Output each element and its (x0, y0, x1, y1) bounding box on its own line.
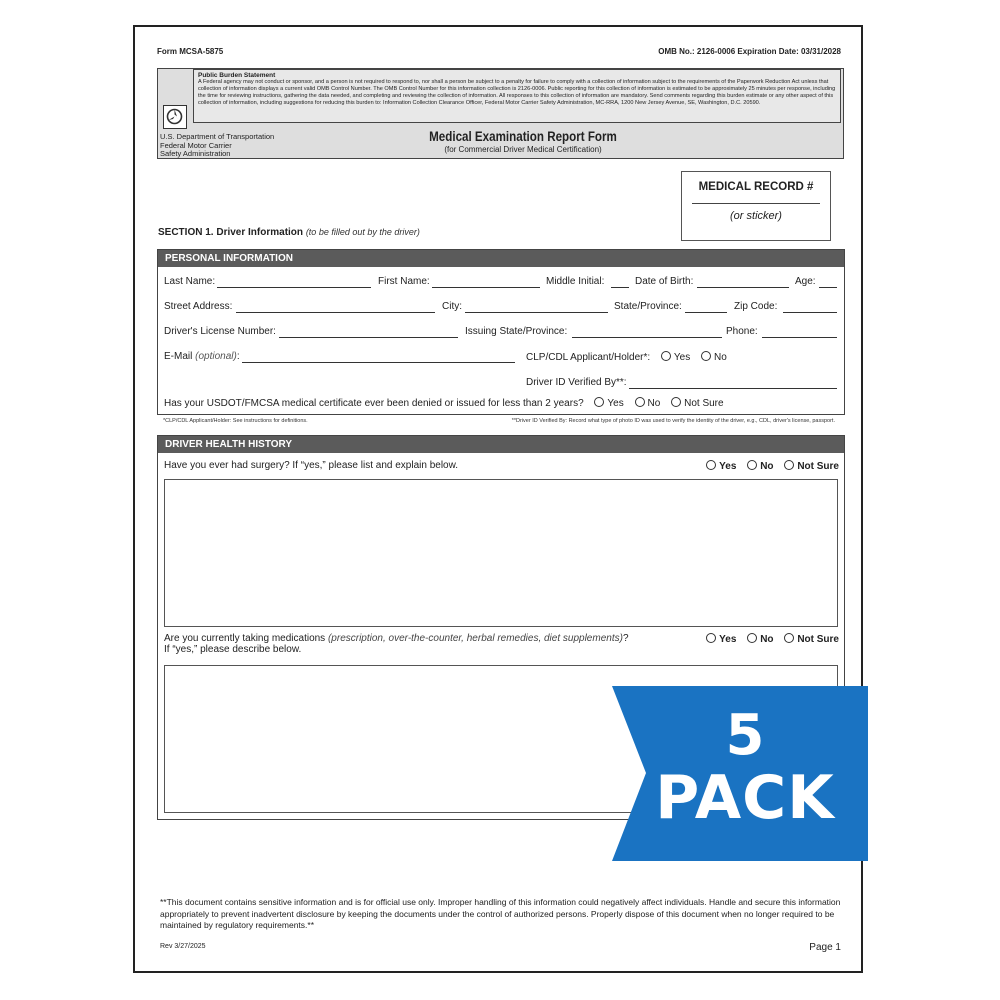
dot-agency: U.S. Department of Transportation Federal Motor Carrier Safety Administration (160, 132, 275, 158)
sensitive-info-notice: **This document contains sensitive information and is for official use only. Improper handling of this information could negatively affect individuals. Handle and secure this information appropriately to prevent inadvertent disclosure by keeping the documents under the control of authorized persons. Properly dispose of this document when no longer required to be maintained by regulatory requirements.** (160, 897, 841, 930)
zip-label: Zip Code: (734, 301, 778, 312)
clp-yes-radio[interactable] (661, 351, 671, 361)
surgery-question: Have you ever had surgery? If “yes,” please list and explain below. (164, 460, 459, 471)
omb-number: OMB No.: 2126-0006 Expiration Date: 03/31/2028 (658, 47, 841, 56)
surgery-options: Yes No Not Sure (698, 460, 839, 472)
age-label: Age: (795, 276, 816, 287)
city-label: City: (442, 301, 462, 312)
license-label: Driver's License Number: (164, 326, 276, 337)
pack-count: 5 (725, 703, 765, 768)
health-history-header: DRIVER HEALTH HISTORY (158, 436, 844, 453)
form-number: Form MCSA-5875 (157, 47, 224, 56)
medical-record-box[interactable] (681, 171, 831, 241)
page-number: Page 1 (809, 942, 841, 953)
email-label: E-Mail (optional): (164, 351, 240, 362)
clp-no-radio[interactable] (701, 351, 711, 361)
pack-word: PACK (655, 763, 835, 833)
driver-id-label: Driver ID Verified By**: (526, 377, 627, 388)
last-name-field[interactable] (217, 277, 371, 288)
dot-logo-icon (163, 105, 187, 129)
first-name-field[interactable] (432, 277, 540, 288)
denied-not-sure-radio[interactable] (671, 397, 681, 407)
form-header (157, 68, 844, 159)
revision-date: Rev 3/27/2025 (160, 943, 206, 950)
medical-record-label: MEDICAL RECORD # (698, 181, 814, 193)
issuing-state-label: Issuing State/Province: (465, 326, 568, 337)
burden-text: A Federal agency may not conduct or sponsor, and a person is not required to respond to, nor shall a person be subject to a penalty for failure to comply with a collection of information subject to the requirements of the Paperwork Reduction Act unless that collection of information displays a current valid OMB Control Number. The OMB Control Number for this information collection is 2126-0006. Public reporting for this collection of information is estimated to be approximately 25 minutes per response, including the time for reviewing instructions, gathering the data needed, and completing and reviewing the collection of information. All responses to this collection of information are mandatory. Send comments regarding this burden estimate or any other aspect of this collection of information, including suggestions for reducing this burden to: Information Collection Clearance Officer, Federal Motor Carrier Safety Administration, MC-RRA, 1200 New Jersey Avenue, SE, Washington, D.C. 20590. (198, 79, 836, 106)
medications-question: Are you currently taking medications (prescription, over-the-counter, herbal remedies, diet supplements)? If “yes,” please describe below. (164, 633, 629, 655)
license-field[interactable] (279, 327, 458, 338)
surgery-yes-radio[interactable] (706, 460, 716, 470)
phone-field[interactable] (762, 327, 837, 338)
street-field[interactable] (236, 302, 435, 313)
five-pack-label (640, 703, 850, 833)
state-label: State/Province: (614, 301, 682, 312)
denied-no-radio[interactable] (635, 397, 645, 407)
city-field[interactable] (465, 302, 608, 313)
section1-note: (to be filled out by the driver) (305, 227, 420, 237)
personal-info-header: PERSONAL INFORMATION (158, 250, 844, 267)
state-field[interactable] (685, 302, 727, 313)
email-optional: (optional) (195, 351, 237, 362)
medical-record-sub: (or sticker) (730, 210, 782, 222)
medications-yes-radio[interactable] (706, 633, 716, 643)
street-label: Street Address: (164, 301, 233, 312)
burden-title: Public Burden Statement (198, 72, 276, 79)
age-field[interactable] (819, 277, 837, 288)
phone-label: Phone: (726, 326, 758, 337)
middle-initial-label: Middle Initial: (546, 276, 605, 287)
dob-field[interactable] (697, 277, 789, 288)
middle-initial-field[interactable] (611, 277, 629, 288)
surgery-no-radio[interactable] (747, 460, 757, 470)
last-name-label: Last Name: (164, 276, 216, 287)
clp-footnote: *CLP/CDL Applicant/Holder: See instructions for definitions. (163, 418, 308, 424)
medical-record-line[interactable] (692, 203, 820, 204)
dob-label: Date of Birth: (635, 276, 694, 287)
section1-title: SECTION 1. Driver Information (to be filled out by the driver) (158, 227, 420, 238)
email-field[interactable] (242, 352, 515, 363)
driver-id-footnote: **Driver ID Verified By: Record what type of photo ID was used to verify the identity of the driver, e.g., CDL, driver's license, passport. (511, 418, 835, 424)
issuing-state-field[interactable] (572, 327, 722, 338)
surgery-not-sure-radio[interactable] (784, 460, 794, 470)
medications-no-radio[interactable] (747, 633, 757, 643)
form-title-block (338, 129, 708, 154)
denied-question: Has your USDOT/FMCSA medical certificate ever been denied or issued for less than 2 years? Yes No Not Sure (164, 398, 724, 409)
form-title: Medical Examination Report Form (429, 129, 617, 144)
surgery-explanation-area[interactable] (164, 479, 838, 627)
medications-options: Yes No Not Sure (698, 633, 839, 645)
zip-field[interactable] (783, 302, 837, 313)
denied-yes-radio[interactable] (594, 397, 604, 407)
personal-info-box (157, 249, 845, 415)
public-burden-statement (193, 69, 841, 123)
driver-id-field[interactable] (629, 378, 837, 389)
form-subtitle: (for Commercial Driver Medical Certification) (444, 145, 602, 154)
clp-cdl-question: CLP/CDL Applicant/Holder*: Yes No (526, 352, 727, 363)
first-name-label: First Name: (378, 276, 430, 287)
medications-not-sure-radio[interactable] (784, 633, 794, 643)
